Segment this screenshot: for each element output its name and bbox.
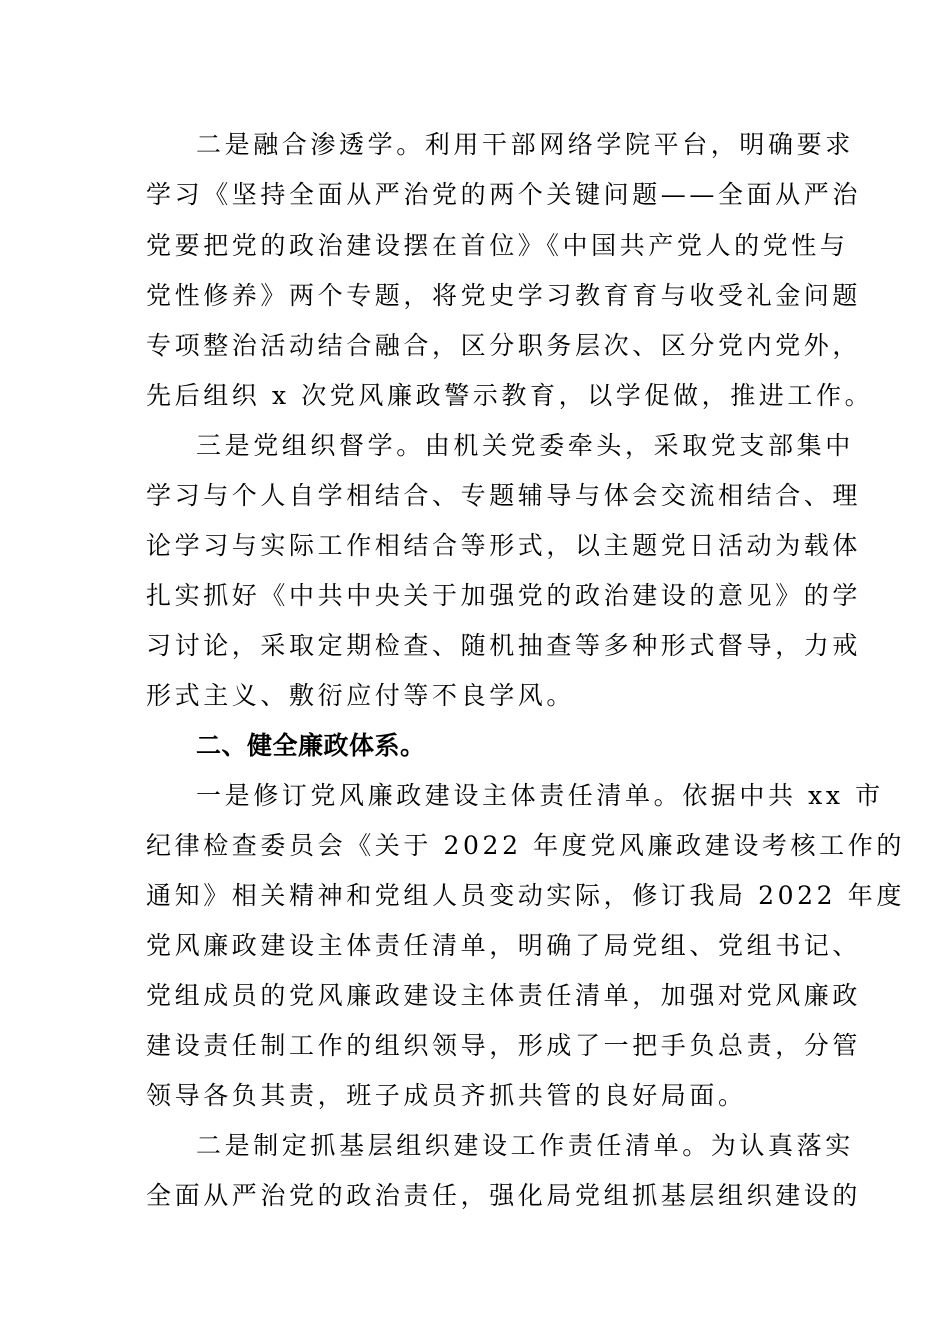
section-heading: 二、健全廉政体系。	[196, 731, 426, 760]
text-line: 专项整治活动结合融合，区分职务层次、区分党内党外，	[146, 331, 862, 360]
text-line: 二是融合渗透学。利用干部网络学院平台，明确要求	[196, 130, 854, 159]
text-line: 纪律检查委员会《关于 2022 年度党风廉政建设考核工作的	[146, 831, 905, 860]
text-line: 形式主义、敷衍应付等不良学风。	[146, 681, 576, 710]
text-line: 习讨论，采取定期检查、随机抽查等多种形式督导，力戒	[146, 631, 862, 660]
text-line: 扎实抓好《中共中央关于加强党的政治建设的意见》的学	[146, 581, 862, 610]
text-line: 学习《坚持全面从严治党的两个关键问题——全面从严治	[146, 180, 862, 209]
text-line: 全面从严治党的政治责任，强化局党组抓基层组织建设的	[146, 1181, 862, 1210]
text-line: 二是制定抓基层组织建设工作责任清单。为认真落实	[196, 1131, 854, 1160]
text-line: 建设责任制工作的组织领导，形成了一把手负总责，分管	[146, 1031, 862, 1060]
text-line: 通知》相关精神和党组人员变动实际，修订我局 2022 年度	[146, 881, 905, 910]
text-line: 先后组织 x 次党风廉政警示教育，以学促做，推进工作。	[146, 381, 874, 410]
text-line: 三是党组织督学。由机关党委牵头，采取党支部集中	[196, 431, 854, 460]
text-line: 党要把党的政治建设摆在首位》《中国共产党人的党性与	[146, 231, 849, 260]
text-line: 领导各负其责，班子成员齐抓共管的良好局面。	[146, 1081, 747, 1110]
text-line: 党性修养》两个专题，将党史学习教育育与收受礼金问题	[146, 281, 862, 310]
text-line: 论学习与实际工作相结合等形式，以主题党日活动为载体	[146, 531, 862, 560]
text-line: 学习与个人自学相结合、专题辅导与体会交流相结合、理	[146, 481, 862, 510]
text-line: 党风廉政建设主体责任清单，明确了局党组、党组书记、	[146, 931, 862, 960]
text-line: 一是修订党风廉政建设主体责任清单。依据中共 xx 市	[196, 781, 884, 810]
text-line: 党组成员的党风廉政建设主体责任清单，加强对党风廉政	[146, 981, 862, 1010]
